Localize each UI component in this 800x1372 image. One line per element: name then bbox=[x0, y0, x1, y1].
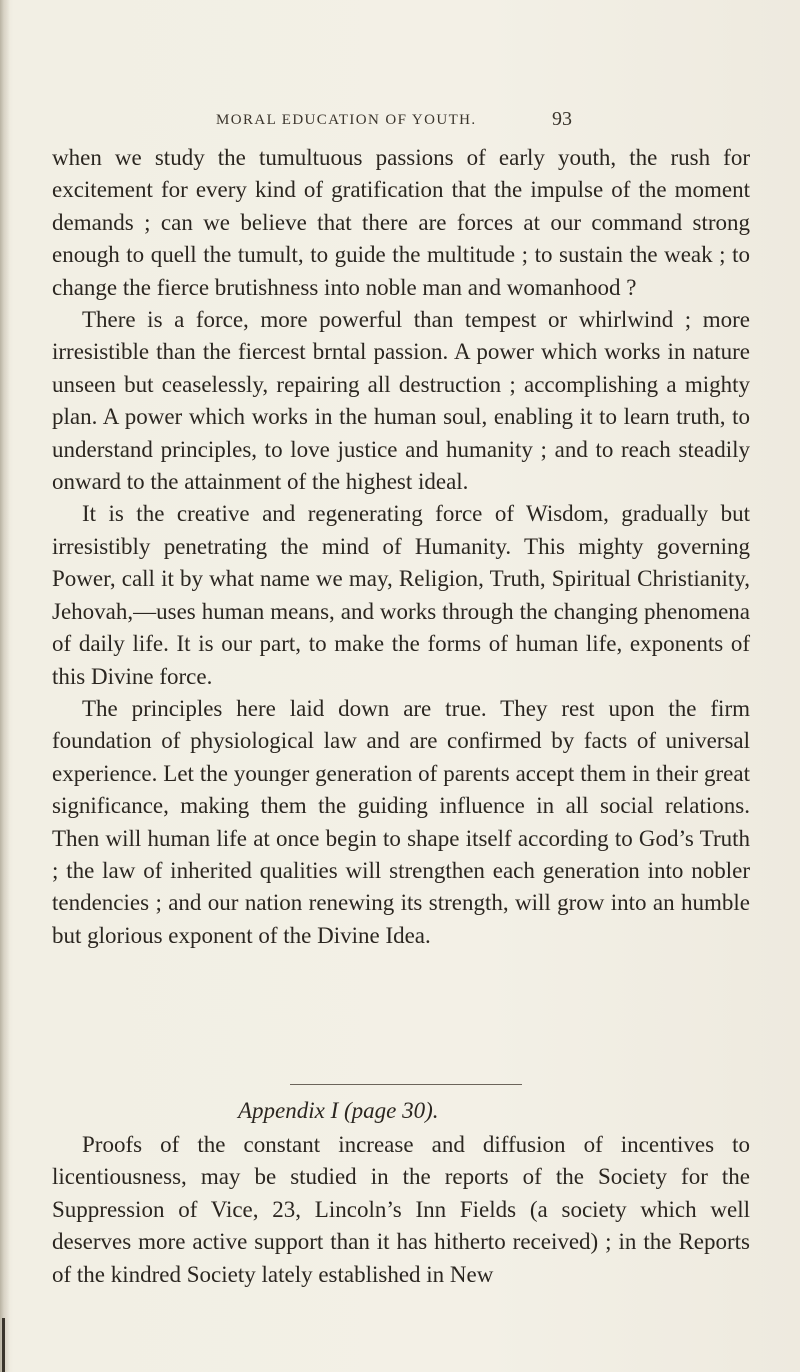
spine-edge-mark bbox=[2, 1318, 5, 1372]
appendix-paragraph: Proofs of the constant increase and diffusion of incentives to licentiousness, may be studied in the reports of the Society for the Suppression of Vice, 23, Lincoln’s Inn Fields (a society which well deserves more active support than it has hitherto received) ; in the Reports of the kindred Society lately established in New bbox=[52, 1132, 750, 1287]
appendix-section bbox=[52, 1095, 750, 1291]
page-header bbox=[0, 108, 800, 138]
appendix-heading: Appendix I (page 30). bbox=[238, 1098, 439, 1123]
paragraph: There is a force, more powerful than tempest or whirlwind ; more irresistible than the fiercest brntal passion. A power which works in nature unseen but ceaselessly, repairing all destruction ; accomplishing a mighty plan. A power which works in the human soul, enabling it to learn truth, to understand principles, to love justice and humanity ; and to reach steadily onward to the attainment of the highest ideal. bbox=[52, 307, 750, 495]
page-number: 93 bbox=[552, 108, 572, 130]
spine-shadow bbox=[0, 0, 10, 1372]
paragraph: The principles here laid down are true. They rest upon the firm foundation of physiological law and are confirmed by facts of universal experience. Let the younger generation of parents accept them in their great significance, making them the guiding influence in all social relations. Then will human life at once begin to shape itself according to God’s Truth ; the law of inherited qualities will strengthen each generation into nobler tendencies ; and our nation renewing its strength, will grow into an humble but glorious exponent of the Divine Idea. bbox=[52, 695, 750, 948]
section-divider bbox=[290, 1084, 522, 1085]
paragraph: It is the creative and regenerating force of Wisdom, gradually but irresistibly penetrating the mind of Humanity. This mighty governing Power, call it by what name we may, Religion, Truth, Spiritual Christianity, Jehovah,—uses human means, and works through the changing phenomena of daily life. It is our part, to make the forms of human life, exponents of this Divine force. bbox=[52, 501, 750, 689]
running-head: MORAL EDUCATION OF YOUTH. bbox=[216, 112, 477, 128]
paragraph-continuation: when we study the tumultuous passions of early youth, the rush for excitement for every kind of gratification that the impulse of the moment demands ; can we believe that there are forces at our command strong enough to quell the tumult, to guide the multitude ; to sustain the weak ; to change the fierce brutishness into noble man and womanhood ? bbox=[52, 145, 750, 300]
main-text bbox=[52, 142, 750, 952]
